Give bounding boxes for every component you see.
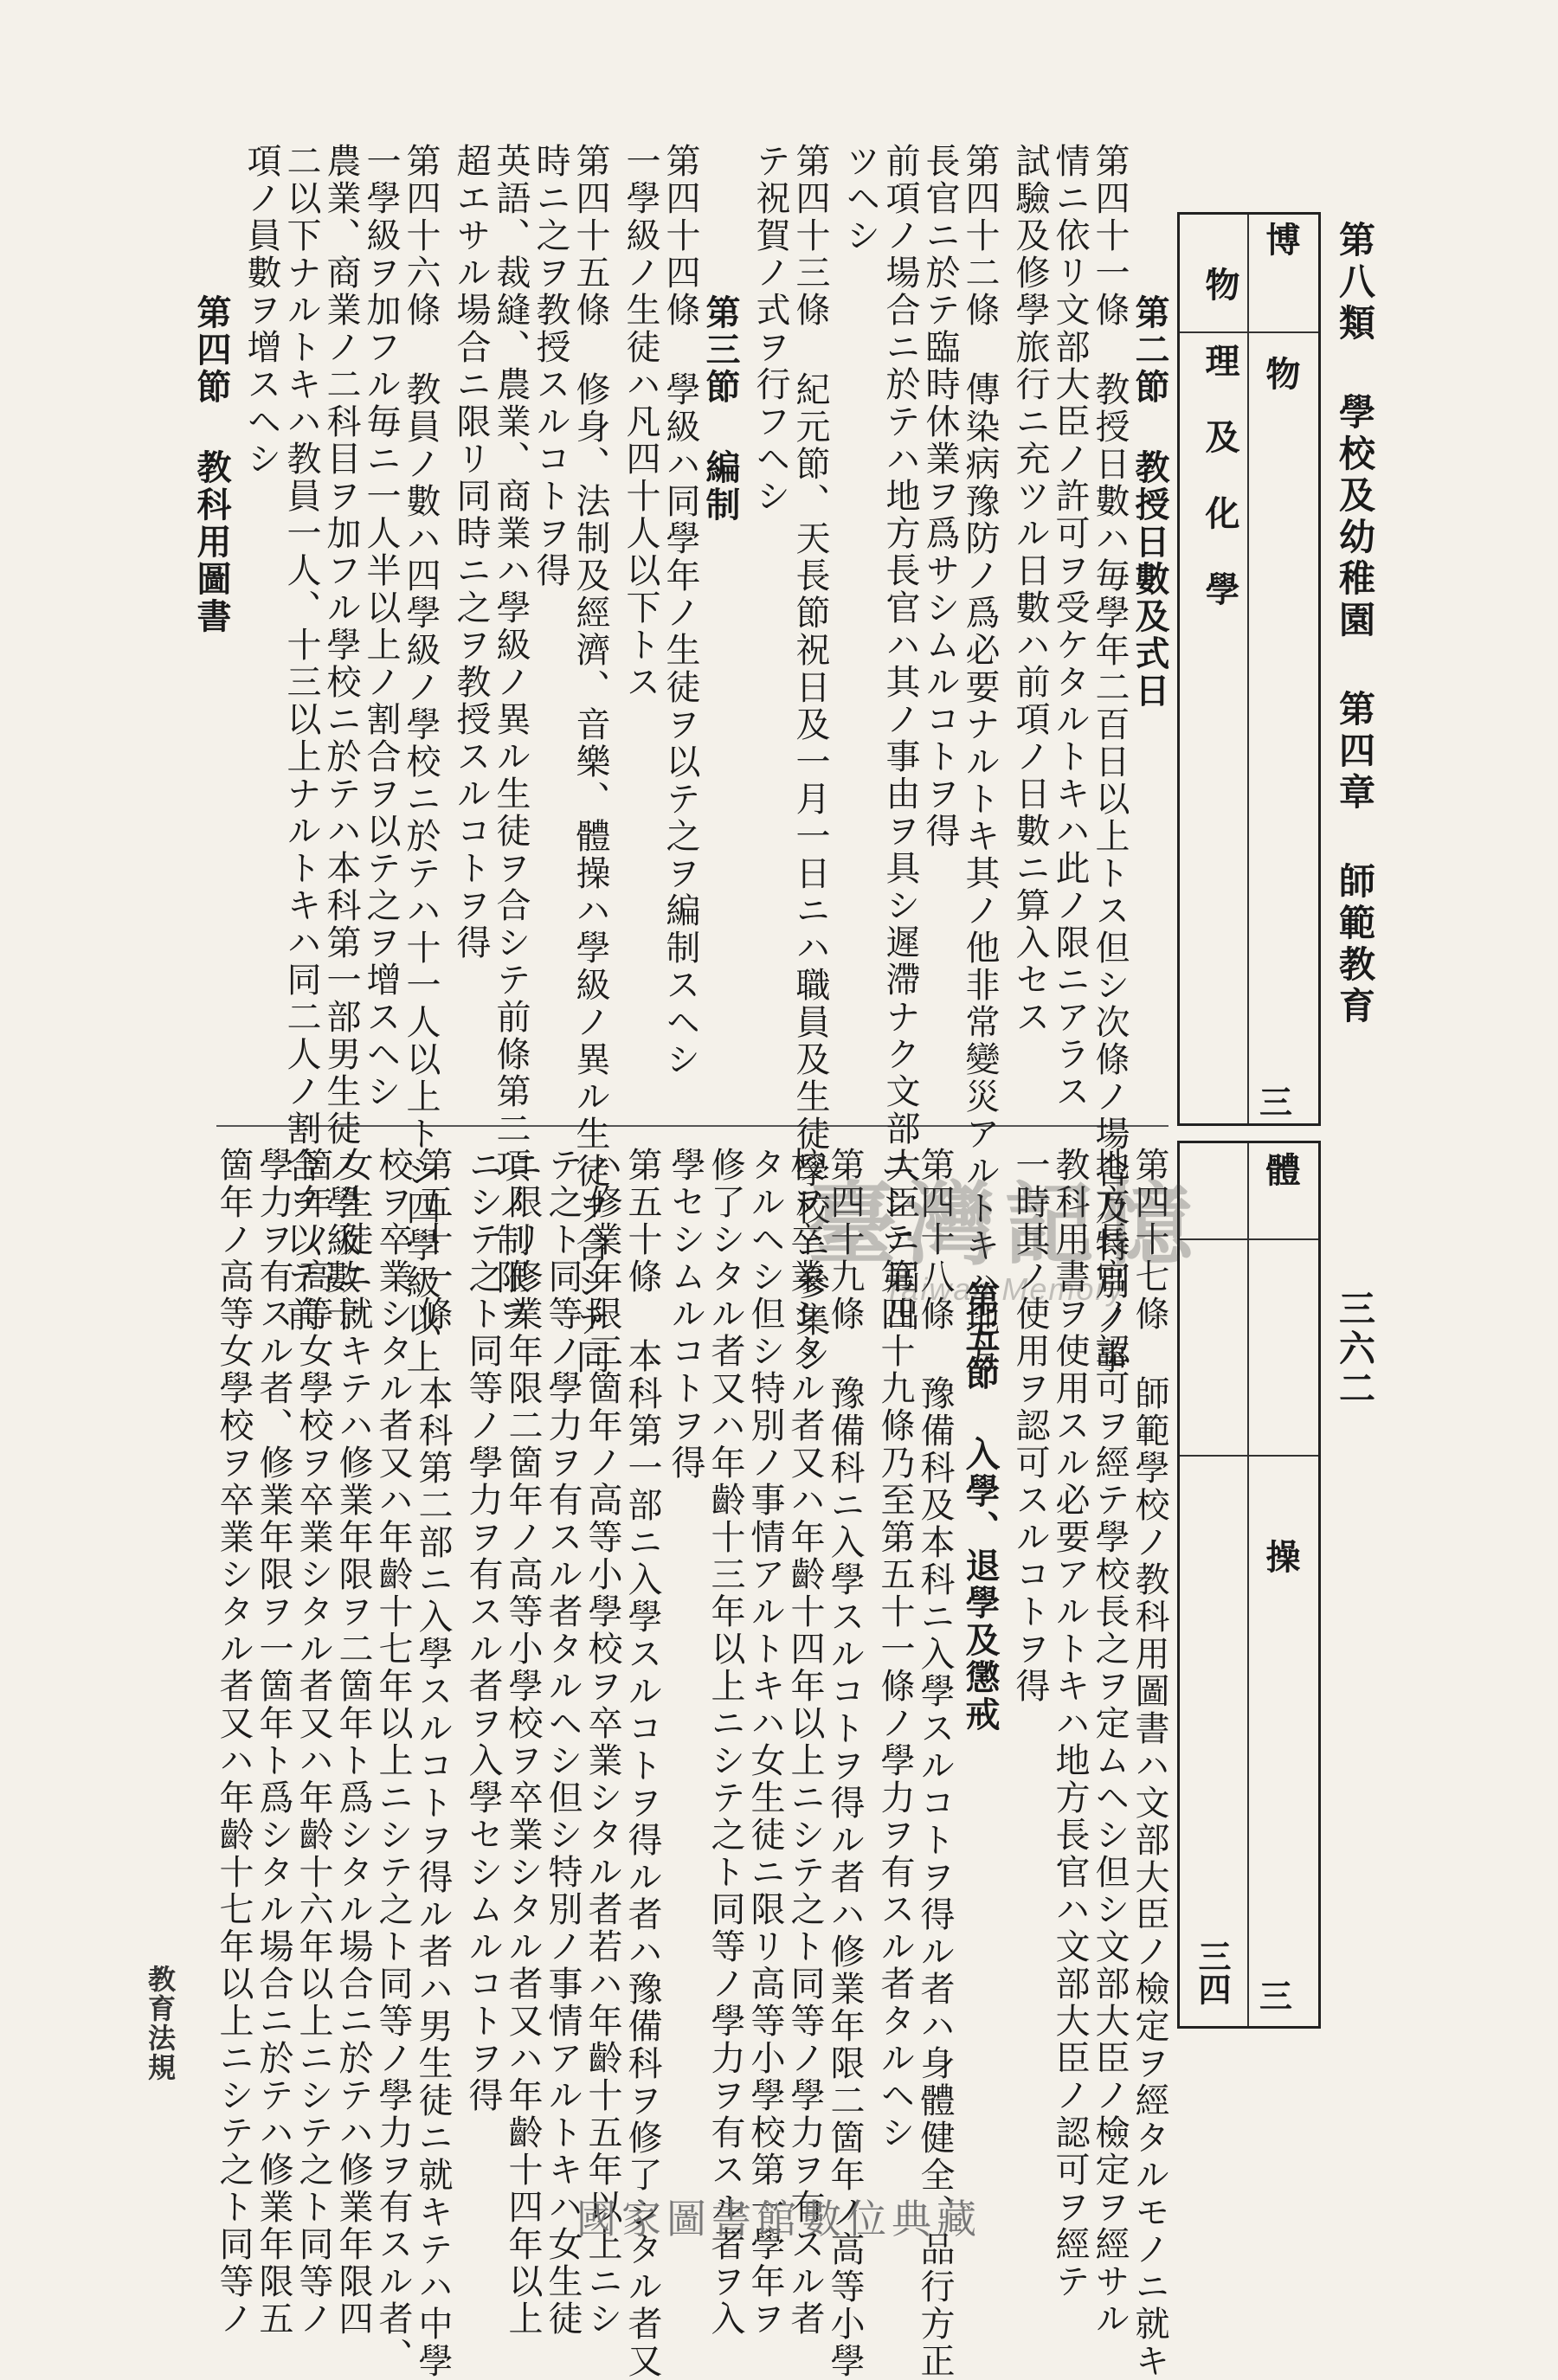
- text-column: 二以下ナルトキハ教員一人、十三以上ナルトキハ同二人ノ割合ヲ以テ前: [281, 143, 321, 1334]
- text-column: 第五十條 本科第一部ニ入學スルコトヲ得ル者ハ豫備科ヲ修了シタル者又: [622, 1147, 662, 2380]
- text-column: 第四十四條 學級ハ同學年ノ生徒ヲ以テ之ヲ編制スヘシ: [660, 143, 700, 1078]
- timetable-value: 三: [1259, 1083, 1293, 1122]
- text-column: テ祝賀ノ式ヲ行フヘシ: [750, 143, 790, 515]
- text-column: テ之ト同等ノ學力ヲ有スル者タルヘシ但シ特別ノ事情アルトキハ女生徒: [543, 1147, 583, 2338]
- text-column: 第四十七條 師範學校ノ教科用圖書ハ文部大臣ノ檢定ヲ經タルモノニ就キ: [1130, 1147, 1169, 2380]
- text-column: 第四十三條 紀元節、天長節祝日及一月一日ニハ職員及生徒學校ニ參集シ: [790, 143, 830, 1376]
- timetable-value: 三: [1259, 1977, 1293, 2016]
- text-column: ニ限リ修業年限二箇年ノ高等小學校ヲ卒業シタル者又ハ年齡十四年以上: [503, 1147, 543, 2338]
- running-header: 第八類 學校及幼稚園 第四章 師範教育: [1334, 221, 1376, 1028]
- page-number: 三六二: [1334, 1290, 1376, 1409]
- text-column: 地方長官ノ認可ヲ經テ學校長之ヲ定ムヘシ但シ文部大臣ノ檢定ヲ經サル: [1090, 1147, 1130, 2338]
- text-column: 第四十九條 豫備科ニ入學スルコトヲ得ル者ハ修業年限二箇年ノ高等小學: [825, 1147, 865, 2380]
- text-column: 教科用書ヲ使用スル必要アルトキハ地方長官ハ文部大臣ノ認可ヲ經テ: [1050, 1147, 1090, 2300]
- text-column: 長官ニ於テ臨時休業ヲ爲サシムルコトヲ得: [920, 143, 960, 850]
- text-column: 校ヲ卒業シタル者又ハ年齡十四年以上ニシテ之ト同等ノ學力ヲ有スル者: [785, 1147, 825, 2338]
- timetable-upper: [1177, 212, 1321, 1126]
- text-column: 第四十六條 教員ノ數ハ四學級ノ學校ニ於テハ十一人以上トシ四學級以上: [401, 143, 441, 1376]
- text-column: 前項ノ場合ニ於テハ地方長官ハ其ノ事由ヲ具シ遲滯ナク文部大臣ニ屆出: [880, 143, 920, 1334]
- text-column: 第四十二條 傳染病豫防ノ爲必要ナルトキ其ノ他非常變災アルトキハ地方: [960, 143, 1000, 1376]
- text-column: ツヘシ: [840, 143, 880, 254]
- text-column: 修了シタル者又ハ年齡十三年以上ニシテ之ト同等ノ學力ヲ有スル者ヲ入: [705, 1147, 745, 2338]
- text-column: 一時其ノ使用ヲ認可スルコトヲ得: [1010, 1147, 1050, 1705]
- text-column: ハ修業年限三箇年ノ高等小學校ヲ卒業シタル者若ハ年齡十五年以上ニシ: [583, 1147, 622, 2338]
- timetable-subject-natural-history: 博 物: [1260, 222, 1301, 420]
- timetable-subject-physics-chemistry: 物理及化學: [1200, 267, 1240, 647]
- text-column: タルヘシ但シ特別ノ事情アルトキハ女生徒ニ限リ高等小學校第一學年ヲ: [745, 1147, 785, 2338]
- text-column: 情ニ依リ文部大臣ノ許可ヲ受ケタルトキハ此ノ限ニアラス: [1050, 143, 1090, 1110]
- section-heading: 第三節 編制: [700, 294, 741, 524]
- text-column: 校ヲ卒業シタル者又ハ年齡十七年以上ニシテ之ト同等ノ學力ヲ有スル者、: [373, 1147, 413, 2375]
- library-footer: 國家圖書館數位典藏: [576, 2196, 982, 2242]
- watermark: [727, 1171, 1281, 1308]
- text-column: 女生徒ニ就キテハ修業年限ヲ二箇年ト爲シタル場合ニ於テハ修業年限四: [333, 1147, 373, 2338]
- text-column: 英語、裁縫、農業、商業ハ學級ノ異ル生徒ヲ合シテ前條第二項ノ制限ヲ: [491, 143, 531, 1334]
- text-column: 第四十八條 豫備科及本科ニ入學スルコトヲ得ル者ハ身體健全、品行方正: [915, 1147, 955, 2380]
- text-column: 第五十一條 本科第二部ニ入學スルコトヲ得ル者ハ男生徒ニ就キテハ中學: [413, 1147, 453, 2380]
- watermark-subtitle: Taiwan Memory: [883, 1271, 1125, 1308]
- text-column: 第四十一條 教授日數ハ毎學年二百日以上トス但シ次條ノ場合及特別ノ事: [1090, 143, 1130, 1376]
- text-column: 項ノ員數ヲ增スヘシ: [241, 143, 281, 478]
- text-column: ニシテ第四十九條乃至第五十一條ノ學力ヲ有スル者タルヘシ: [875, 1147, 915, 2152]
- page-footer-mark: 教育法規: [144, 1965, 177, 2082]
- text-column: 第四十五條 修身、法制及經濟、音樂、體操ハ學級ノ異ル生徒ヲ合シテ同: [570, 143, 610, 1376]
- timetable-value: 三四: [1193, 1939, 1232, 2005]
- text-column: 農業、商業ノ二科目ヲ加フル學校ニ於テハ本科第一部男生徒ノ學級數十: [321, 143, 361, 1334]
- section-heading: 第二節 教授日數及式日: [1130, 294, 1170, 710]
- text-column: 學セシムルコトヲ得: [666, 1147, 705, 1482]
- text-column: 一學級ヲ加フル毎ニ一人半以上ノ割合ヲ以テ之ヲ增スヘシ: [361, 143, 401, 1110]
- timetable-subject-gymnastics: 體 操: [1260, 1152, 1301, 1729]
- text-column: 箇年ノ高等女學校ヲ卒業シタル者又ハ年齡十七年以上ニシテ之ト同等ノ: [214, 1147, 254, 2338]
- text-column: 試驗及修學旅行ニ充ツル日數ハ前項ノ日數ニ算入セス: [1010, 143, 1050, 1036]
- text-column: 一學級ノ生徒ハ凡四十人以下トス: [621, 143, 660, 701]
- text-column: 箇年ノ高等女學校ヲ卒業シタル者又ハ年齡十六年以上ニシテ之ト同等ノ: [293, 1147, 333, 2338]
- text-column: 超エサル場合ニ限リ同時ニ之ヲ教授スルコトヲ得: [451, 143, 491, 962]
- watermark-title: 臺灣記憶: [806, 1171, 1201, 1277]
- text-column: 時ニ之ヲ教授スルコトヲ得: [531, 143, 570, 589]
- section-heading: 第五節 入學、退學及懲戒: [960, 1281, 1001, 1734]
- section-heading: 第四節 教科用圖書: [191, 294, 232, 635]
- text-column: 學力ヲ有スル者、修業年限ヲ一箇年ト爲シタル場合ニ於テハ修業年限五: [254, 1147, 293, 2338]
- text-column: ニシテ之ト同等ノ學力ヲ有スル者ヲ入學セシムルコトヲ得: [463, 1147, 503, 2114]
